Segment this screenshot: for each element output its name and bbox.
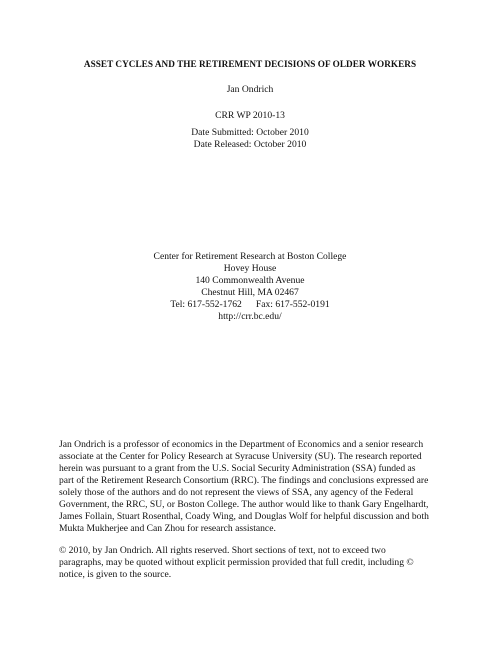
author-bio-paragraph (59, 439, 449, 535)
bio-line: associate at the Center for Policy Research at Syracuse University (SU). The research reported (59, 451, 422, 462)
telephone: Tel: 617-552-1762 (170, 299, 242, 310)
date-released: Date Released: October 2010 (193, 139, 307, 150)
fax: Fax: 617-552-0191 (255, 299, 330, 310)
date-submitted: Date Submitted: October 2010 (191, 127, 309, 138)
dates-block (0, 127, 500, 151)
bio-line: Government, the RRC, SU, or Boston College. The author would like to thank Gary Engelhardt, (59, 499, 429, 510)
copyright-line: notice, is given to the source. (59, 569, 172, 580)
bio-line: James Follain, Stuart Rosenthal, Coady Wing, and Douglas Wolf for helpful discussion and both (59, 511, 429, 522)
copyright-notice (59, 545, 449, 581)
author-name: Jan Ondrich (226, 84, 274, 95)
institution-address (0, 251, 500, 323)
contact-line (0, 299, 500, 311)
copyright-line: © 2010, by Jan Ondrich. All rights reserved. Short sections of text, not to exceed two (59, 545, 386, 556)
working-paper-number: CRR WP 2010-13 (215, 110, 285, 121)
institution-name: Center for Retirement Research at Boston College (153, 251, 347, 262)
paper-title: ASSET CYCLES AND THE RETIREMENT DECISIONS OF OLDER WORKERS (83, 59, 417, 69)
bio-line: herein was pursuant to a grant from the U.S. Social Security Administration (SSA) funded as (59, 463, 416, 474)
institution-url: http://crr.bc.edu/ (218, 311, 282, 322)
copyright-line: paragraphs, may be quoted without explicit permission provided that full credit, including © (59, 557, 414, 568)
bio-line: Jan Ondrich is a professor of economics in the Department of Economics and a senior research (59, 439, 424, 450)
bio-line: part of the Retirement Research Consortium (RRC). The findings and conclusions expressed are (59, 475, 429, 486)
bio-line: Mukta Mukherjee and Can Zhou for research assistance. (59, 523, 276, 534)
institution-street: 140 Commonwealth Avenue (195, 275, 305, 286)
institution-city: Chestnut Hill, MA 02467 (201, 287, 299, 298)
bio-line: solely those of the authors and do not represent the views of SSA, any agency of the Federal (59, 487, 414, 498)
institution-building: Hovey House (223, 263, 277, 274)
